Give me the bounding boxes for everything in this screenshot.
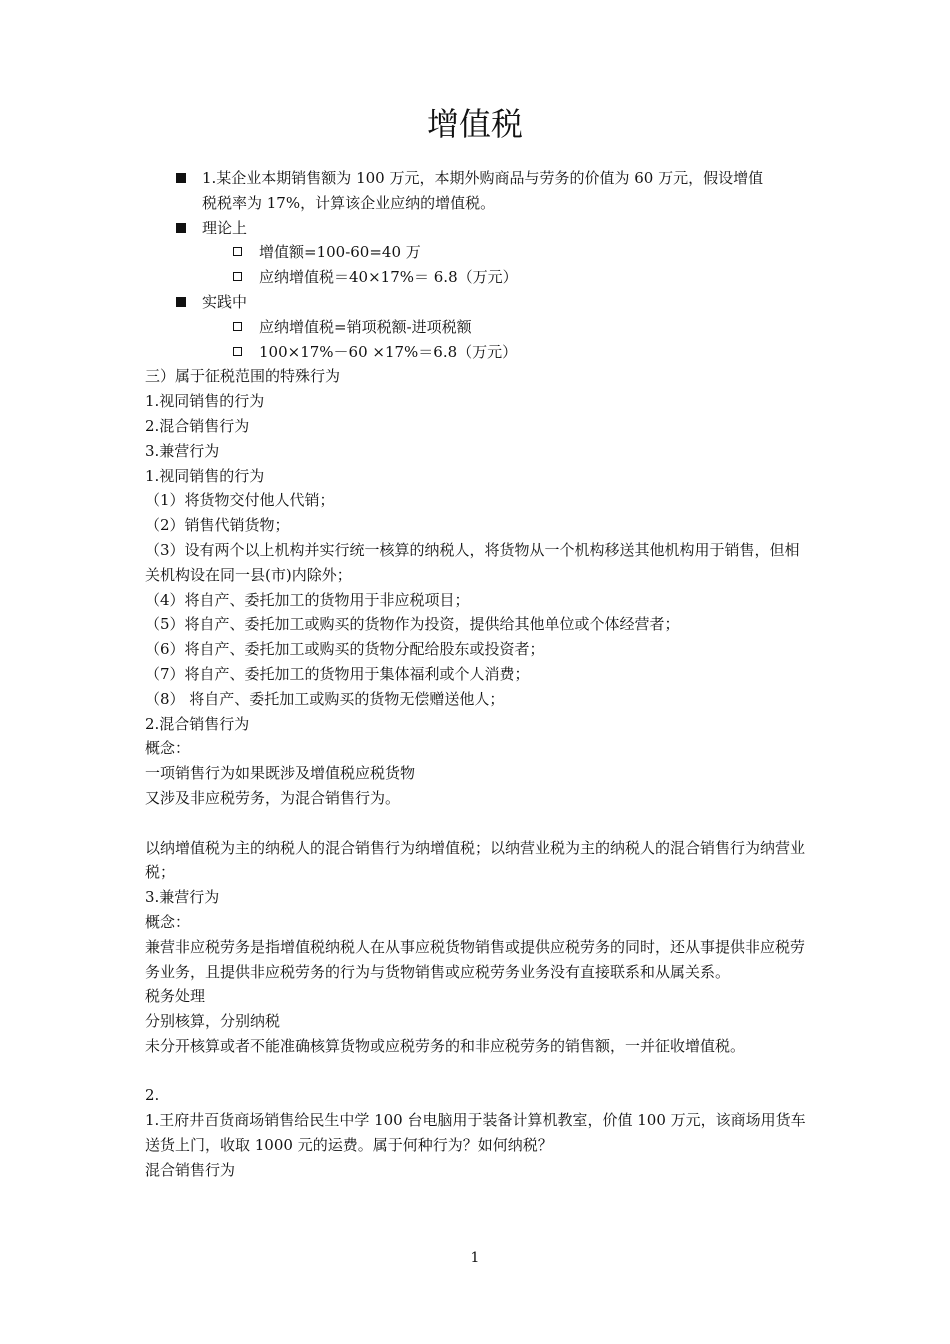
concept-label: 概念： [145,739,191,758]
practice-item: 100×17%－60 ×17%＝6.8（万元） [259,342,518,361]
sub-bullet-item [145,340,809,365]
practice-item: 应纳增值税=销项税额-进项税额 [259,317,472,336]
practice-label: 实践中 [202,292,248,311]
hollow-square-bullet-icon [233,347,242,356]
example-number: 2. [145,1086,160,1105]
subsection-heading: 2.混合销售行为 [145,714,250,733]
paragraph: 又涉及非应税劳务，为混合销售行为。 [145,788,401,807]
paragraph: 未分开核算或者不能准确核算货物或应税劳务的和非应税劳务的销售额，一并征收增值税。 [145,1036,746,1055]
bullet-item-example-cont [145,191,809,216]
subsection-heading: 3.兼营行为 [145,888,220,907]
bullet-item-theory [145,216,809,241]
paragraph: 兼营非应税劳务是指增值税纳税人在从事应税货物销售或提供应税劳务的同时，还从事提供非应税劳务业务，且提供非应税劳务的行为与货物销售或应税劳务业务没有直接联系和从属关系。 [145,937,806,981]
paragraph: 以纳增值税为主的纳税人的混合销售行为纳增值税；以纳营业税为主的纳税人的混合销售行为纳营业税； [145,838,806,882]
concept-label: 概念： [145,912,191,931]
bullet-item-example [145,166,809,191]
sub-bullet-item [145,265,809,290]
list-item: （4）将自产、委托加工的货物用于非应税项目； [145,590,470,609]
list-item: （6）将自产、委托加工或购买的货物分配给股东或投资者； [145,640,545,659]
theory-item: 应纳增值税＝40×17%＝ 6.8（万元） [259,268,518,287]
list-item: （2）销售代销货物； [145,516,290,535]
paragraph: 一项销售行为如果既涉及增值税应税货物 [145,764,416,783]
list-item: （1）将货物交付他人代销； [145,491,335,510]
bullet-item-practice [145,290,809,315]
sub-bullet-item [145,315,809,340]
list-item: （3）设有两个以上机构并实行统一核算的纳税人，将货物从一个机构移送其他机构用于销售，但相关机构设在同一县(市)内除外； [145,540,800,584]
theory-item: 增值额=100-60=40 万 [259,243,421,262]
page-number: 1 [470,1250,480,1266]
hollow-square-bullet-icon [233,247,242,256]
sub-bullet-item [145,240,809,265]
filled-square-bullet-icon [176,223,186,233]
filled-square-bullet-icon [176,173,186,183]
example1-line2: 税税率为 17%，计算该企业应纳的增值税。 [202,193,496,212]
example-answer: 混合销售行为 [145,1160,236,1179]
theory-label: 理论上 [202,218,248,237]
list-item: 1.视同销售的行为 [145,392,265,411]
page-title: 增值税 [426,105,523,143]
section-heading: 三）属于征税范围的特殊行为 [145,367,341,386]
example-question: 1.王府井百货商场销售给民生中学 100 台电脑用于装备计算机教室，价值 100 万元，该商场用货车送货上门，收取 1000 元的运费。属于何种行为？如何纳税？ [145,1111,806,1155]
filled-square-bullet-icon [176,297,186,307]
list-item: （8） 将自产、委托加工或购买的货物无偿赠送他人； [145,689,505,708]
subsection-heading: 1.视同销售的行为 [145,466,265,485]
hollow-square-bullet-icon [233,322,242,331]
example1-line1: 1.某企业本期销售额为 100 万元，本期外购商品与劳务的价值为 60 万元，假设增值 [202,169,764,187]
list-item: 2.混合销售行为 [145,416,250,435]
blank-line [145,811,809,836]
list-item: 3.兼营行为 [145,441,220,460]
hollow-square-bullet-icon [233,272,242,281]
document-body [145,166,809,1183]
list-item: （7）将自产、委托加工的货物用于集体福利或个人消费； [145,664,530,683]
tax-treatment-label: 税务处理 [145,987,206,1006]
list-item: （5）将自产、委托加工或购买的货物作为投资，提供给其他单位或个体经营者； [145,615,680,634]
paragraph: 分别核算，分别纳税 [145,1012,281,1031]
blank-line [145,1059,809,1084]
